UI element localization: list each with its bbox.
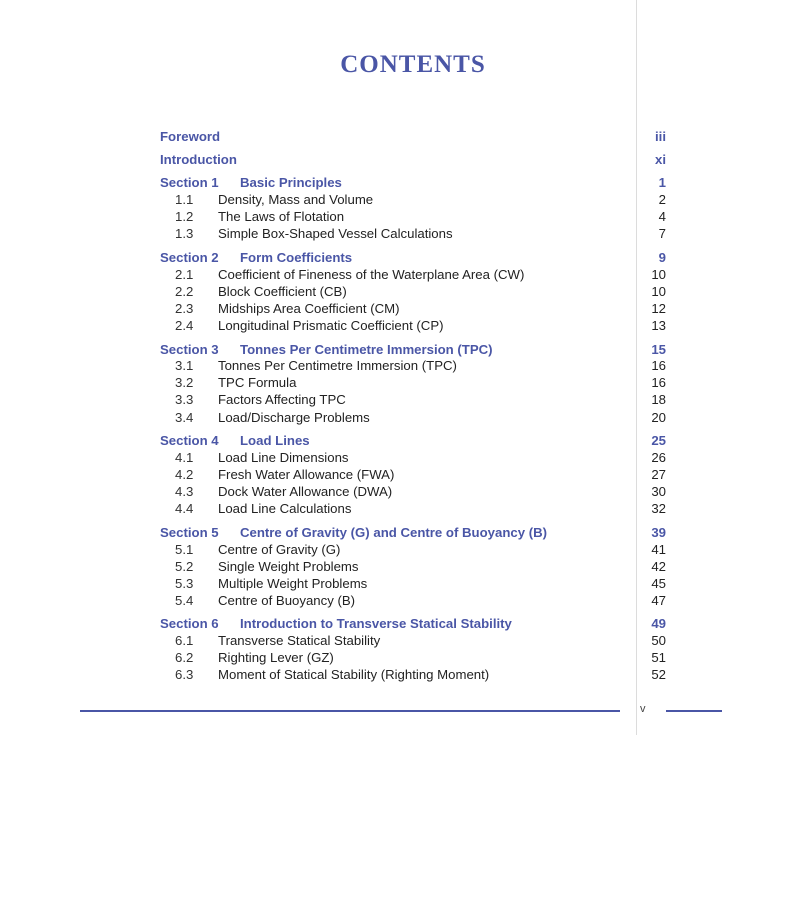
toc-page-number: 13 [651, 318, 666, 333]
item-label: TPC Formula [218, 375, 297, 390]
toc-page-number: 50 [651, 633, 666, 648]
toc-page-number: 16 [651, 358, 666, 373]
toc-section-2[interactable] [0, 249, 800, 266]
toc-page-number: 10 [651, 267, 666, 282]
item-label: Righting Lever (GZ) [218, 650, 334, 665]
item-number: 4.4 [175, 501, 194, 516]
item-number: 5.1 [175, 542, 194, 557]
toc-item[interactable] [0, 317, 800, 334]
toc-page-number: 9 [658, 250, 666, 265]
toc-section-3[interactable] [0, 341, 800, 358]
toc-page-number: iii [655, 129, 666, 144]
toc-section-6[interactable] [0, 615, 800, 632]
toc-item[interactable] [0, 191, 800, 208]
item-label: Moment of Statical Stability (Righting Moment) [218, 667, 490, 682]
toc-item[interactable] [0, 449, 800, 466]
toc-page-number: 52 [651, 667, 666, 682]
toc-item[interactable] [0, 592, 800, 609]
toc-page-number: 1 [658, 175, 666, 190]
toc-item[interactable] [0, 300, 800, 317]
item-label: Factors Affecting TPC [218, 392, 346, 407]
item-number: 4.3 [175, 484, 194, 499]
toc-item[interactable] [0, 225, 800, 242]
item-label: Fresh Water Allowance (FWA) [218, 467, 395, 482]
toc-page-number: 7 [658, 226, 666, 241]
toc-item[interactable] [0, 283, 800, 300]
item-label: Tonnes Per Centimetre Immersion (TPC) [218, 358, 457, 373]
toc-page-number: 51 [651, 650, 666, 665]
item-label: Centre of Buoyancy (B) [218, 593, 356, 608]
toc-item[interactable] [0, 391, 800, 408]
item-number: 4.2 [175, 467, 194, 482]
section-heading: Section 5 [160, 525, 219, 540]
item-label: Longitudinal Prismatic Coefficient (CP) [218, 318, 444, 333]
toc-section-5[interactable] [0, 524, 800, 541]
toc-item[interactable] [0, 666, 800, 683]
toc-page-number: 4 [658, 209, 666, 224]
section-title: Centre of Gravity (G) and Centre of Buoyancy (B) [240, 525, 548, 540]
toc-page-number: 10 [651, 284, 666, 299]
section-heading: Section 6 [160, 616, 219, 631]
item-number: 3.3 [175, 392, 194, 407]
toc-page-number: 45 [651, 576, 666, 591]
footer-rule-right [666, 710, 722, 712]
toc-page-number: 49 [651, 616, 666, 631]
toc-page-number: 15 [651, 342, 666, 357]
toc-section-1[interactable] [0, 174, 800, 191]
toc-entry-label: Foreword [160, 129, 221, 144]
toc-item[interactable] [0, 466, 800, 483]
toc-page-number: xi [655, 152, 666, 167]
item-label: The Laws of Flotation [218, 209, 345, 224]
toc-item[interactable] [0, 500, 800, 517]
toc-item[interactable] [0, 632, 800, 649]
item-label: Simple Box-Shaped Vessel Calculations [218, 226, 453, 241]
item-number: 5.2 [175, 559, 194, 574]
item-label: Transverse Statical Stability [218, 633, 381, 648]
section-heading: Section 4 [160, 433, 219, 448]
section-title: Basic Principles [240, 175, 342, 190]
toc-entry-introduction[interactable] [0, 151, 800, 168]
section-title: Load Lines [240, 433, 310, 448]
section-title: Tonnes Per Centimetre Immersion (TPC) [240, 342, 493, 357]
item-label: Multiple Weight Problems [218, 576, 368, 591]
toc-page-number: 39 [651, 525, 666, 540]
page-folio: v [640, 703, 646, 715]
section-title: Introduction to Transverse Statical Stability [240, 616, 512, 631]
footer-rule-left [80, 710, 620, 712]
toc-page-number: 41 [651, 542, 666, 557]
item-number: 3.2 [175, 375, 194, 390]
toc-page-number: 47 [651, 593, 666, 608]
toc-page-number: 18 [651, 392, 666, 407]
item-number: 2.3 [175, 301, 194, 316]
toc-page-number: 25 [651, 433, 666, 448]
toc-item[interactable] [0, 357, 800, 374]
toc-page-number: 42 [651, 559, 666, 574]
section-title: Form Coefficients [240, 250, 353, 265]
section-heading: Section 1 [160, 175, 219, 190]
item-number: 6.3 [175, 667, 194, 682]
toc-page-number: 20 [651, 410, 666, 425]
item-number: 2.2 [175, 284, 194, 299]
toc-page-number: 2 [658, 192, 666, 207]
item-label: Dock Water Allowance (DWA) [218, 484, 393, 499]
toc-item[interactable] [0, 558, 800, 575]
toc-section-4[interactable] [0, 432, 800, 449]
item-number: 6.1 [175, 633, 194, 648]
item-number: 4.1 [175, 450, 194, 465]
toc-item[interactable] [0, 208, 800, 225]
toc-item[interactable] [0, 266, 800, 283]
item-number: 1.2 [175, 209, 194, 224]
item-number: 6.2 [175, 650, 194, 665]
item-label: Coefficient of Fineness of the Waterplane Area (CW) [218, 267, 525, 282]
page-title: CONTENTS [340, 51, 486, 78]
item-label: Block Coefficient (CB) [218, 284, 347, 299]
section-heading: Section 3 [160, 342, 219, 357]
item-label: Centre of Gravity (G) [218, 542, 341, 557]
item-number: 2.4 [175, 318, 194, 333]
toc-item[interactable] [0, 483, 800, 500]
toc-entry-label: Introduction [160, 152, 237, 167]
item-label: Load/Discharge Problems [218, 410, 370, 425]
toc-item[interactable] [0, 541, 800, 558]
toc-page-number: 12 [651, 301, 666, 316]
toc-page-number: 26 [651, 450, 666, 465]
item-label: Midships Area Coefficient (CM) [218, 301, 400, 316]
item-label: Density, Mass and Volume [218, 192, 374, 207]
toc-item[interactable] [0, 374, 800, 391]
toc-item[interactable] [0, 409, 800, 426]
toc-page-number: 27 [651, 467, 666, 482]
item-number: 1.3 [175, 226, 194, 241]
toc-page-number: 16 [651, 375, 666, 390]
item-number: 3.4 [175, 410, 194, 425]
toc-item[interactable] [0, 575, 800, 592]
item-number: 2.1 [175, 267, 194, 282]
item-label: Load Line Calculations [218, 501, 352, 516]
item-number: 5.3 [175, 576, 194, 591]
toc-page-number: 30 [651, 484, 666, 499]
section-heading: Section 2 [160, 250, 219, 265]
item-label: Single Weight Problems [218, 559, 359, 574]
toc-item[interactable] [0, 649, 800, 666]
toc-entry-foreword[interactable] [0, 128, 800, 145]
item-number: 5.4 [175, 593, 194, 608]
toc-page-number: 32 [651, 501, 666, 516]
item-label: Load Line Dimensions [218, 450, 349, 465]
item-number: 1.1 [175, 192, 194, 207]
item-number: 3.1 [175, 358, 194, 373]
